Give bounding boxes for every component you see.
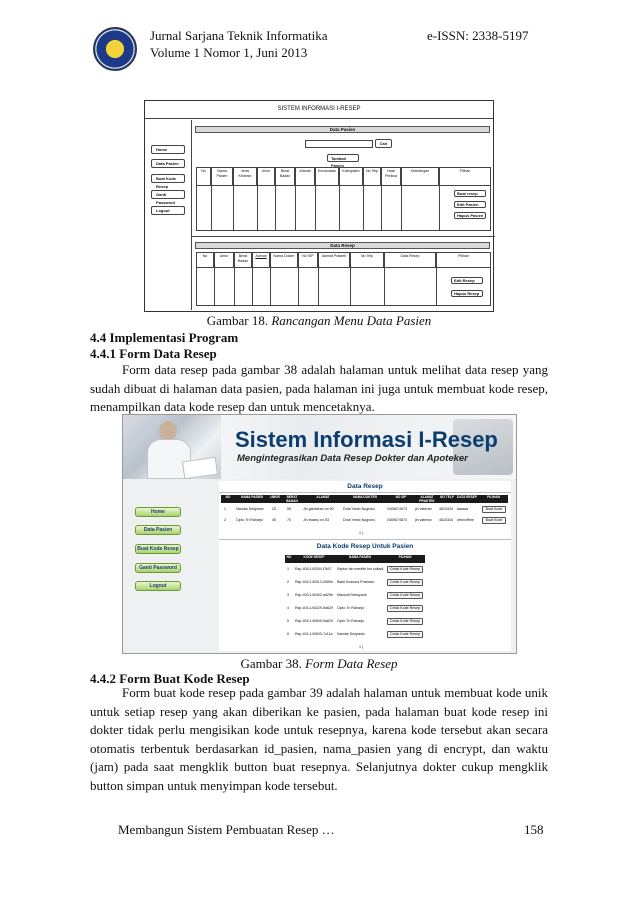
cell: faaaaa [457,507,468,511]
col-header: Alamat Prakteb [318,252,350,268]
sidebar-buat-kode-resep-button[interactable]: Buat Kode Resep [135,544,181,554]
wf-pasien-table [196,167,491,231]
divider [219,492,511,493]
col-header: Berat Badan [275,167,295,186]
journal-volume: Volume 1 Nomor 1, Juni 2013 [150,45,308,60]
figure-18-caption [0,313,638,329]
col-line [363,186,364,231]
wf-resep-table [196,252,491,308]
app-title: Sistem Informasi I-Resep [235,427,498,452]
col-header: Data Resep [384,252,436,268]
paragraph-1: Form data resep pada gambar 38 adalah halaman untuk melihat data resep yang sudah dibuat di halaman data pasien, pada halaman ini juga untuk membuat kode resep, menampilkan data kode resep dan untuk mencetaknya. [90,362,548,414]
caption-text: Form Data Resep [305,656,398,671]
table-row [285,603,425,615]
data-resep-bar: Data Resep [195,242,490,249]
cetak-kode-resep-button[interactable]: Cetak Kode Resep [387,566,423,573]
cetak-kode-resep-button[interactable]: Cetak Kode Resep [387,618,423,625]
journal-name: Jurnal Sarjana Teknik Informatika [150,28,328,43]
wf-buat-resep-button[interactable]: Buat resep [454,190,486,197]
cell: 4624334 [439,507,453,511]
col-header: No [196,167,211,186]
col-header: Jenis Kelamin [233,167,257,186]
cell: Mansull Rahsyaub [337,593,367,597]
cell: Nandar Dwiyanto [236,507,264,511]
col-header: Pilihan [436,252,491,268]
col-header: Nama Pasien [211,167,233,186]
wf-menu-home[interactable]: Home [151,145,185,154]
sidebar-home-button[interactable]: Home [135,507,181,517]
cell: Cipto Tri Raharjo [236,518,263,522]
wireframe-title: SISTEM INFORMASI I-RESEP [277,106,361,112]
cell: Jln bwanu no 53 [303,518,330,522]
col-header: No [196,252,214,268]
doctor-photo [123,415,221,479]
col-header: DATA RESEP [455,495,479,503]
wf-edit-resep-button[interactable]: Edit Resep [451,277,483,284]
doctor-head-icon [159,421,177,441]
col-line [439,186,440,231]
col-line [401,186,402,231]
cell: Cipto Tri Raharjo [337,619,364,623]
caption-label: Gambar 18. [206,313,272,328]
cell: 4624334 [439,518,453,522]
sidebar-divider [191,120,192,310]
col-header: KODE RESEP [293,555,335,563]
data-resep-title: Data Resep [347,483,383,490]
cell: 55 [287,507,291,511]
data-pasien-bar: Data Pasien [195,126,490,133]
cell: Duta Yanto Nugroho [343,507,376,511]
col-header: Hasil Periksa [381,167,401,186]
col-header: Kecamatan [315,167,339,186]
footer-title: Membangun Sistem Pembuatan Resep … [118,822,335,837]
cell: Bakti Kusuma Prabowo [337,580,375,584]
col-header: Pilihan [439,167,491,186]
col-header: ALAMAT PRAKTEK [415,495,439,503]
cetak-kode-resep-button[interactable]: Cetak Kode Resep [387,605,423,612]
wf-menu-data-pasien[interactable]: Data Pasien [151,159,185,168]
col-line [295,186,296,231]
cell: 2 [224,518,226,522]
cell: Rsp-403-140402-ad29b [295,593,333,597]
pagination[interactable]: 1 | [359,645,363,649]
col-header: NAMA DOKTER [343,495,387,503]
section-heading-4-4-2: 4.4.2 Form Buat Kode Resep [90,671,250,686]
col-header: Kabupaten [339,167,363,186]
cell: 1 [224,507,226,511]
col-header: Nama Dokter [270,252,298,268]
cell: 2405674673 [387,507,407,511]
col-line [318,268,319,306]
col-line [270,268,271,306]
cell: Duta Yanto Nugroho [343,518,376,522]
resep-table-header [221,495,508,503]
table-row [285,564,425,576]
col-header: No SIP [298,252,318,268]
caption-text: Rancangan Menu Data Pasien [271,313,432,328]
table-row [285,616,425,628]
wf-menu-logout[interactable]: Logout [151,206,185,215]
col-line [252,268,253,306]
table-row [221,516,508,525]
divider [191,236,495,237]
cell: ufsrvuffhre [457,518,474,522]
wf-hapus-resep-button[interactable]: Hapus Resep [451,290,483,297]
sidebar-ganti-password-button[interactable]: Ganti Password [135,563,181,573]
col-line [257,186,258,231]
app-screenshot [122,414,517,654]
col-line [298,268,299,306]
table-row [285,590,425,602]
col-line [275,186,276,231]
table-row [285,577,425,589]
col-header: PILIHAN [479,495,508,503]
col-line [381,186,382,231]
col-header: PILIHAN [385,555,425,563]
app-subtitle: Mengintegrasikan Data Resep Dokter dan Apoteker [237,453,468,464]
cetak-kode-resep-button[interactable]: Cetak Kode Resep [387,592,423,599]
page-number: 158 [524,822,544,837]
cetak-kode-resep-button[interactable]: Cetak Kode Resep [387,631,423,638]
col-header: ALAMAT [303,495,343,503]
table-row [221,505,508,514]
col-line [436,268,437,306]
section-heading-4-4: 4.4 Implementasi Program [90,330,239,345]
col-line [211,186,212,231]
wf-edit-pasien-button[interactable]: Edit Pasien [454,201,486,208]
cell: 45 [272,518,276,522]
cell: Cipto Tri Raharjo [337,606,364,610]
col-header: Alamat [295,167,315,186]
cell: Rsp-404-140229-5a629 [295,606,333,610]
divider [219,539,511,540]
wf-hapus-pasien-button[interactable]: Hapus Pasien [454,212,486,219]
col-header: Alamat [252,252,270,268]
table-row [285,629,425,641]
pagination[interactable]: 1 | [359,531,363,535]
cell: 23 [272,507,276,511]
cell: 4 [287,606,289,610]
cell: 2405674673 [387,518,407,522]
sidebar-data-pasien-button[interactable]: Data Pasien [135,525,181,535]
cell: Nandar Dwiyanto [337,632,365,636]
wf-cari-button[interactable]: Cari [375,139,392,148]
col-header: NO TELP [439,495,455,503]
cell: 6 [287,632,289,636]
sidebar-logout-button[interactable]: Logout [135,581,181,591]
cell: 5 [287,619,289,623]
cell: jln vateran [415,507,432,511]
cell: Rsp-404-140313-0089e [295,580,333,584]
col-line [350,268,351,306]
cell: Rsp-401-140503-7c11a [295,632,333,636]
col-header: BERAT BADAN [281,495,303,503]
col-line [234,268,235,306]
col-line [315,186,316,231]
cell: 3 [287,593,289,597]
cell: jln vateran [415,518,432,522]
col-header: NAMA PASIEN [235,495,269,503]
buat-kode-button[interactable]: Buat Kode [482,517,506,524]
cell: Septor bin mentife bin sukadi [337,567,384,571]
wf-menu-ganti-password[interactable]: Ganti Password [151,190,185,199]
divider [145,118,493,119]
cell: Jln gambiran no 90 [303,507,334,511]
col-header: No Telp [350,252,384,268]
section-heading-4-4-1: 4.4.1 Form Data Resep [90,346,217,361]
journal-issn: e-ISSN: 2338-5197 [427,28,529,43]
wireframe-figure [144,100,494,312]
col-header: NO [221,495,235,503]
wf-tambah-pasien-button[interactable]: Tambah Pasien [327,154,359,162]
col-header: NAMA PASIEN [335,555,385,563]
cell: 70 [287,518,291,522]
col-header: NO SIP [387,495,415,503]
prescription-paper-icon [182,457,218,480]
col-line [214,268,215,306]
wf-menu-buat-kode-resep[interactable]: Buat Kode Resep [151,174,185,183]
col-header: Umur [214,252,234,268]
cetak-kode-resep-button[interactable]: Cetak Kode Resep [387,579,423,586]
buat-kode-button[interactable]: Buat Kode [482,506,506,513]
cell: 2 [287,580,289,584]
paragraph-2: Form buat kode resep pada gambar 39 adalah halaman untuk membuat kode unik untuk setiap resep yang akan diberikan ke pasien, pada halaman buat kode resep ini dokter tidak perlu mengisikan kode untuk resepnya, karena kode tersebut akan secara otomatis terbentuk berdasarkan id_pasien, nama_pasien yang di encrypt, dan waktu (jam) pada saat mengklik button buat resepnya. Selanjutnya dokter cukup mengklik button simpan untuk menyimpan kode tersebut. [90,685,548,793]
caption-label: Gambar 38. [240,656,306,671]
university-logo [93,27,137,71]
col-header: NO [285,555,293,563]
col-header: Umur [257,167,275,186]
col-header: UMUR [269,495,281,503]
cell: Rsp-404-140609-5a629 [295,619,333,623]
data-kode-resep-title: Data Kode Resep Untuk Pasien [316,543,414,550]
cell: 1 [287,567,289,571]
col-header: No Telp [363,167,381,186]
wf-resep-table-body [196,268,491,306]
figure-38-caption [0,656,638,672]
wf-search-input[interactable] [305,140,373,148]
col-header: Keterangan [401,167,439,186]
kode-table-header [285,555,425,563]
col-line [233,186,234,231]
col-header: Berat Badan [234,252,252,268]
cell: Rsp-405-140304-fTs57 [295,567,332,571]
col-line [384,268,385,306]
col-line [339,186,340,231]
wf-pasien-table-body [196,186,491,231]
